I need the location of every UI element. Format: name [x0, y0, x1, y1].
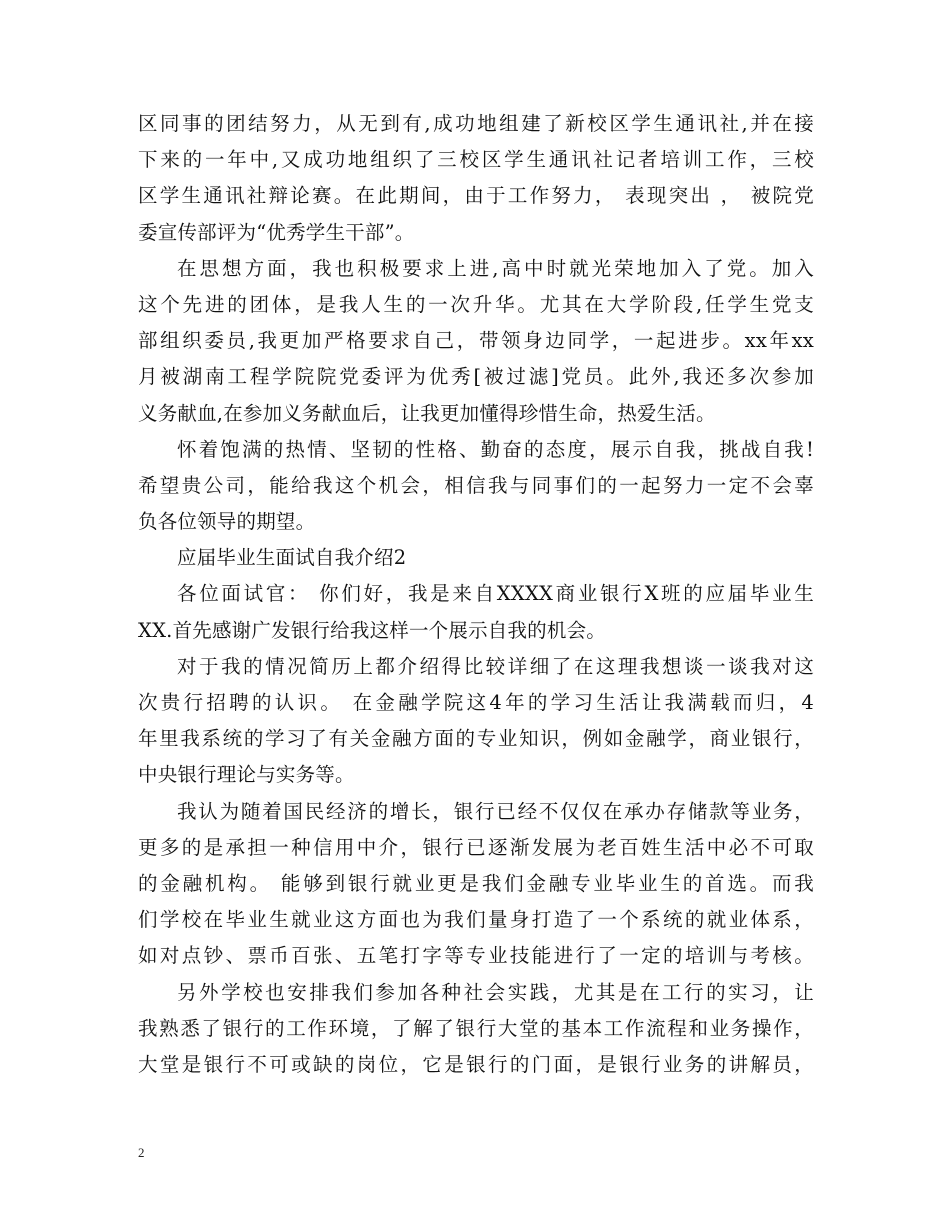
text-line: 这个先进的团体，是我人生的一次升华。尤其在大学阶段,任学生党支	[138, 292, 814, 316]
text-line: 希望贵公司，能给我这个机会，相信我与同事们的一起努力一定不会辜	[138, 473, 814, 497]
text-line: 月被湖南工程学院院党委评为优秀[被过滤]党员。此外,我还多次参加	[138, 365, 814, 389]
document-body	[138, 106, 814, 1083]
text-line: 我熟悉了银行的工作环境，了解了银行大堂的基本工作流程和业务操作，	[138, 1016, 814, 1040]
text-line: 另外学校也安排我们参加各种社会实践，尤其是在工行的实习，让	[177, 980, 814, 1004]
text-line: 区同事的团结努力，从无到有,成功地组建了新校区学生通讯社,并在接	[138, 112, 814, 135]
text-line: XX.首先感谢广发银行给我这样一个展示自我的机会。	[138, 618, 606, 642]
page-number: 2	[138, 1145, 145, 1160]
text-line: 年里我系统的学习了有关金融方面的专业知识，例如金融学，商业银行，	[138, 727, 814, 751]
text-line: 负各位领导的期望。	[138, 510, 316, 534]
text-line: 义务献血,在参加义务献血后，让我更加懂得珍惜生命，热爱生活。	[138, 401, 716, 425]
text-line: 大堂是银行不可或缺的岗位，它是银行的门面，是银行业务的讲解员，	[138, 1052, 814, 1076]
text-line: 如对点钞、票币百张、五笔打字等专业技能进行了一定的培训与考核。	[138, 944, 814, 968]
text-line: 区学生通讯社辩论赛。在此期间，由于工作努力， 表现突出 ， 被院党	[138, 184, 814, 208]
text-line: 各位面试官： 你们好，我是来自XXXX商业银行X班的应届毕业生	[177, 582, 814, 606]
text-line: 们学校在毕业生就业这方面也为我们量身打造了一个系统的就业体系，	[138, 908, 814, 932]
text-line: 部组织委员,我更加严格要求自己，带领身边同学，一起进步。xx年xx	[138, 329, 814, 353]
text-line: 我认为随着国民经济的增长，银行已经不仅仅在承办存储款等业务，	[177, 799, 814, 823]
text-line: 怀着饱满的热情、坚韧的性格、勤奋的态度，展示自我，挑战自我!	[177, 437, 814, 461]
text-line: 中央银行理论与实务等。	[138, 763, 355, 787]
text-line: 委宣传部评为“优秀学生干部”。	[138, 220, 415, 244]
text-line: 的金融机构。 能够到银行就业更是我们金融专业毕业生的首选。而我	[138, 871, 814, 895]
text-line: 在思想方面，我也积极要求上进,高中时就光荣地加入了党。加入	[177, 256, 814, 280]
text-line: 下来的一年中,又成功地组织了三校区学生通讯社记者培训工作，三校	[138, 148, 814, 172]
text-line: 次贵行招聘的认识。 在金融学院这4年的学习生活让我满载而归，4	[138, 691, 814, 714]
text-line: 更多的是承担一种信用中介，银行已逐渐发展为老百姓生活中必不可取	[138, 835, 814, 859]
text-line: 应届毕业生面试自我介绍2	[177, 546, 407, 570]
text-line: 对于我的情况简历上都介绍得比较详细了在这理我想谈一谈我对这	[177, 654, 814, 678]
